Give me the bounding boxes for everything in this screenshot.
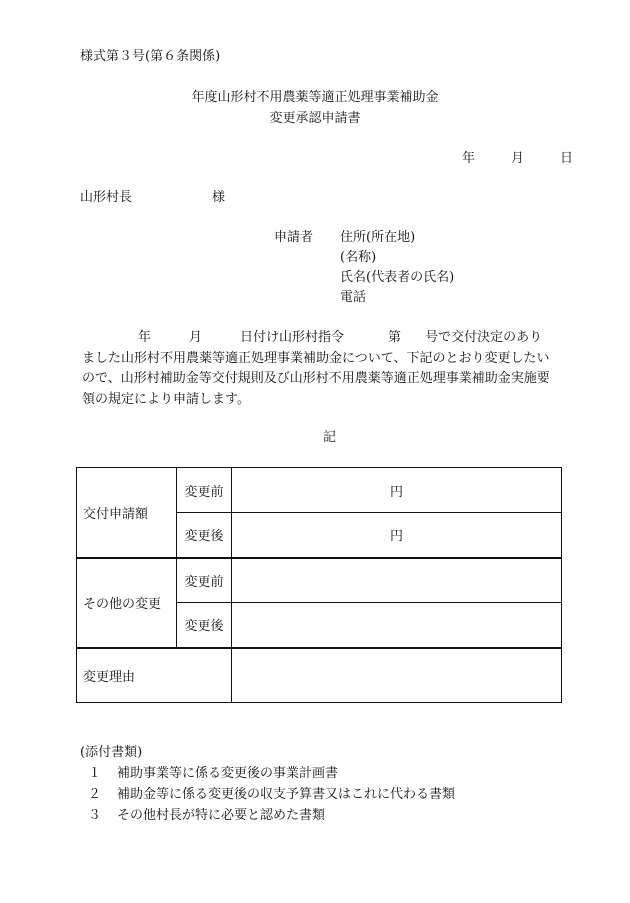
form-number: 様式第３号(第６条関係) (80, 49, 221, 64)
applicant-label: 申請者 (274, 230, 314, 245)
document-subtitle: 変更承認申請書 (269, 111, 361, 126)
body-line4: 領の規定により申請します。 (82, 391, 250, 407)
applicant-org-name: (名称) (340, 250, 377, 265)
applicant-phone: 電話 (340, 290, 367, 305)
reason-value[interactable] (232, 648, 562, 703)
date-year: 年 (462, 151, 476, 166)
applicant-rep-name: 氏名(代表者の氏名) (340, 270, 455, 285)
body-line3: ので、山形村補助金等交付規則及び山形村不用農薬等適正処理事業補助金実施要 (82, 371, 550, 386)
applicant-address: 住所(所在地) (340, 230, 416, 245)
amount-after-value[interactable]: 円 (232, 513, 562, 558)
attachment-text: その他村長が特に必要と認めた書類 (117, 808, 326, 823)
body-month: 月 (189, 330, 203, 345)
body-line1-end: 号で交付決定のあり (425, 330, 543, 345)
amount-before-value[interactable]: 円 (232, 468, 562, 513)
attachments-heading: (添付書類) (80, 745, 143, 760)
other-after-label: 変更後 (177, 603, 232, 648)
body-year: 年 (138, 330, 152, 345)
body-dai: 第 (388, 330, 402, 345)
other-before-label: 変更前 (177, 558, 232, 603)
attachment-num: １ (88, 766, 102, 781)
attachment-text: 補助金等に係る変更後の収支予算書又はこれに代わる書類 (117, 787, 456, 802)
body-line2: ました山形村不用農薬等適正処理事業補助金について、下記のとおり変更したい (82, 350, 550, 366)
date-day: 日 (560, 151, 574, 166)
attachment-text: 補助事業等に係る変更後の事業計画書 (117, 766, 339, 781)
document-title: 年度山形村不用農薬等適正処理事業補助金 (191, 90, 439, 105)
date-line (462, 150, 573, 168)
other-change-label: その他の変更 (77, 558, 177, 648)
addressee-honorific: 様 (212, 190, 226, 205)
addressee-name: 山形村長 (80, 190, 133, 205)
reason-label: 変更理由 (77, 648, 232, 703)
attachment-item (88, 786, 455, 804)
amount-label: 交付申請額 (77, 468, 177, 558)
date-month: 月 (511, 151, 525, 166)
other-before-value[interactable] (232, 558, 562, 603)
attachment-item (88, 807, 325, 825)
other-after-value[interactable] (232, 603, 562, 648)
request-paragraph (80, 328, 580, 410)
attachment-item (88, 765, 338, 783)
body-directive: 日付け山形村指令 (240, 330, 345, 345)
amount-before-label: 変更前 (177, 468, 232, 513)
attachment-num: ３ (88, 808, 102, 823)
attachment-num: ２ (88, 787, 102, 802)
ki-marker: 記 (323, 430, 337, 445)
change-table (76, 467, 562, 703)
amount-after-label: 変更後 (177, 513, 232, 558)
